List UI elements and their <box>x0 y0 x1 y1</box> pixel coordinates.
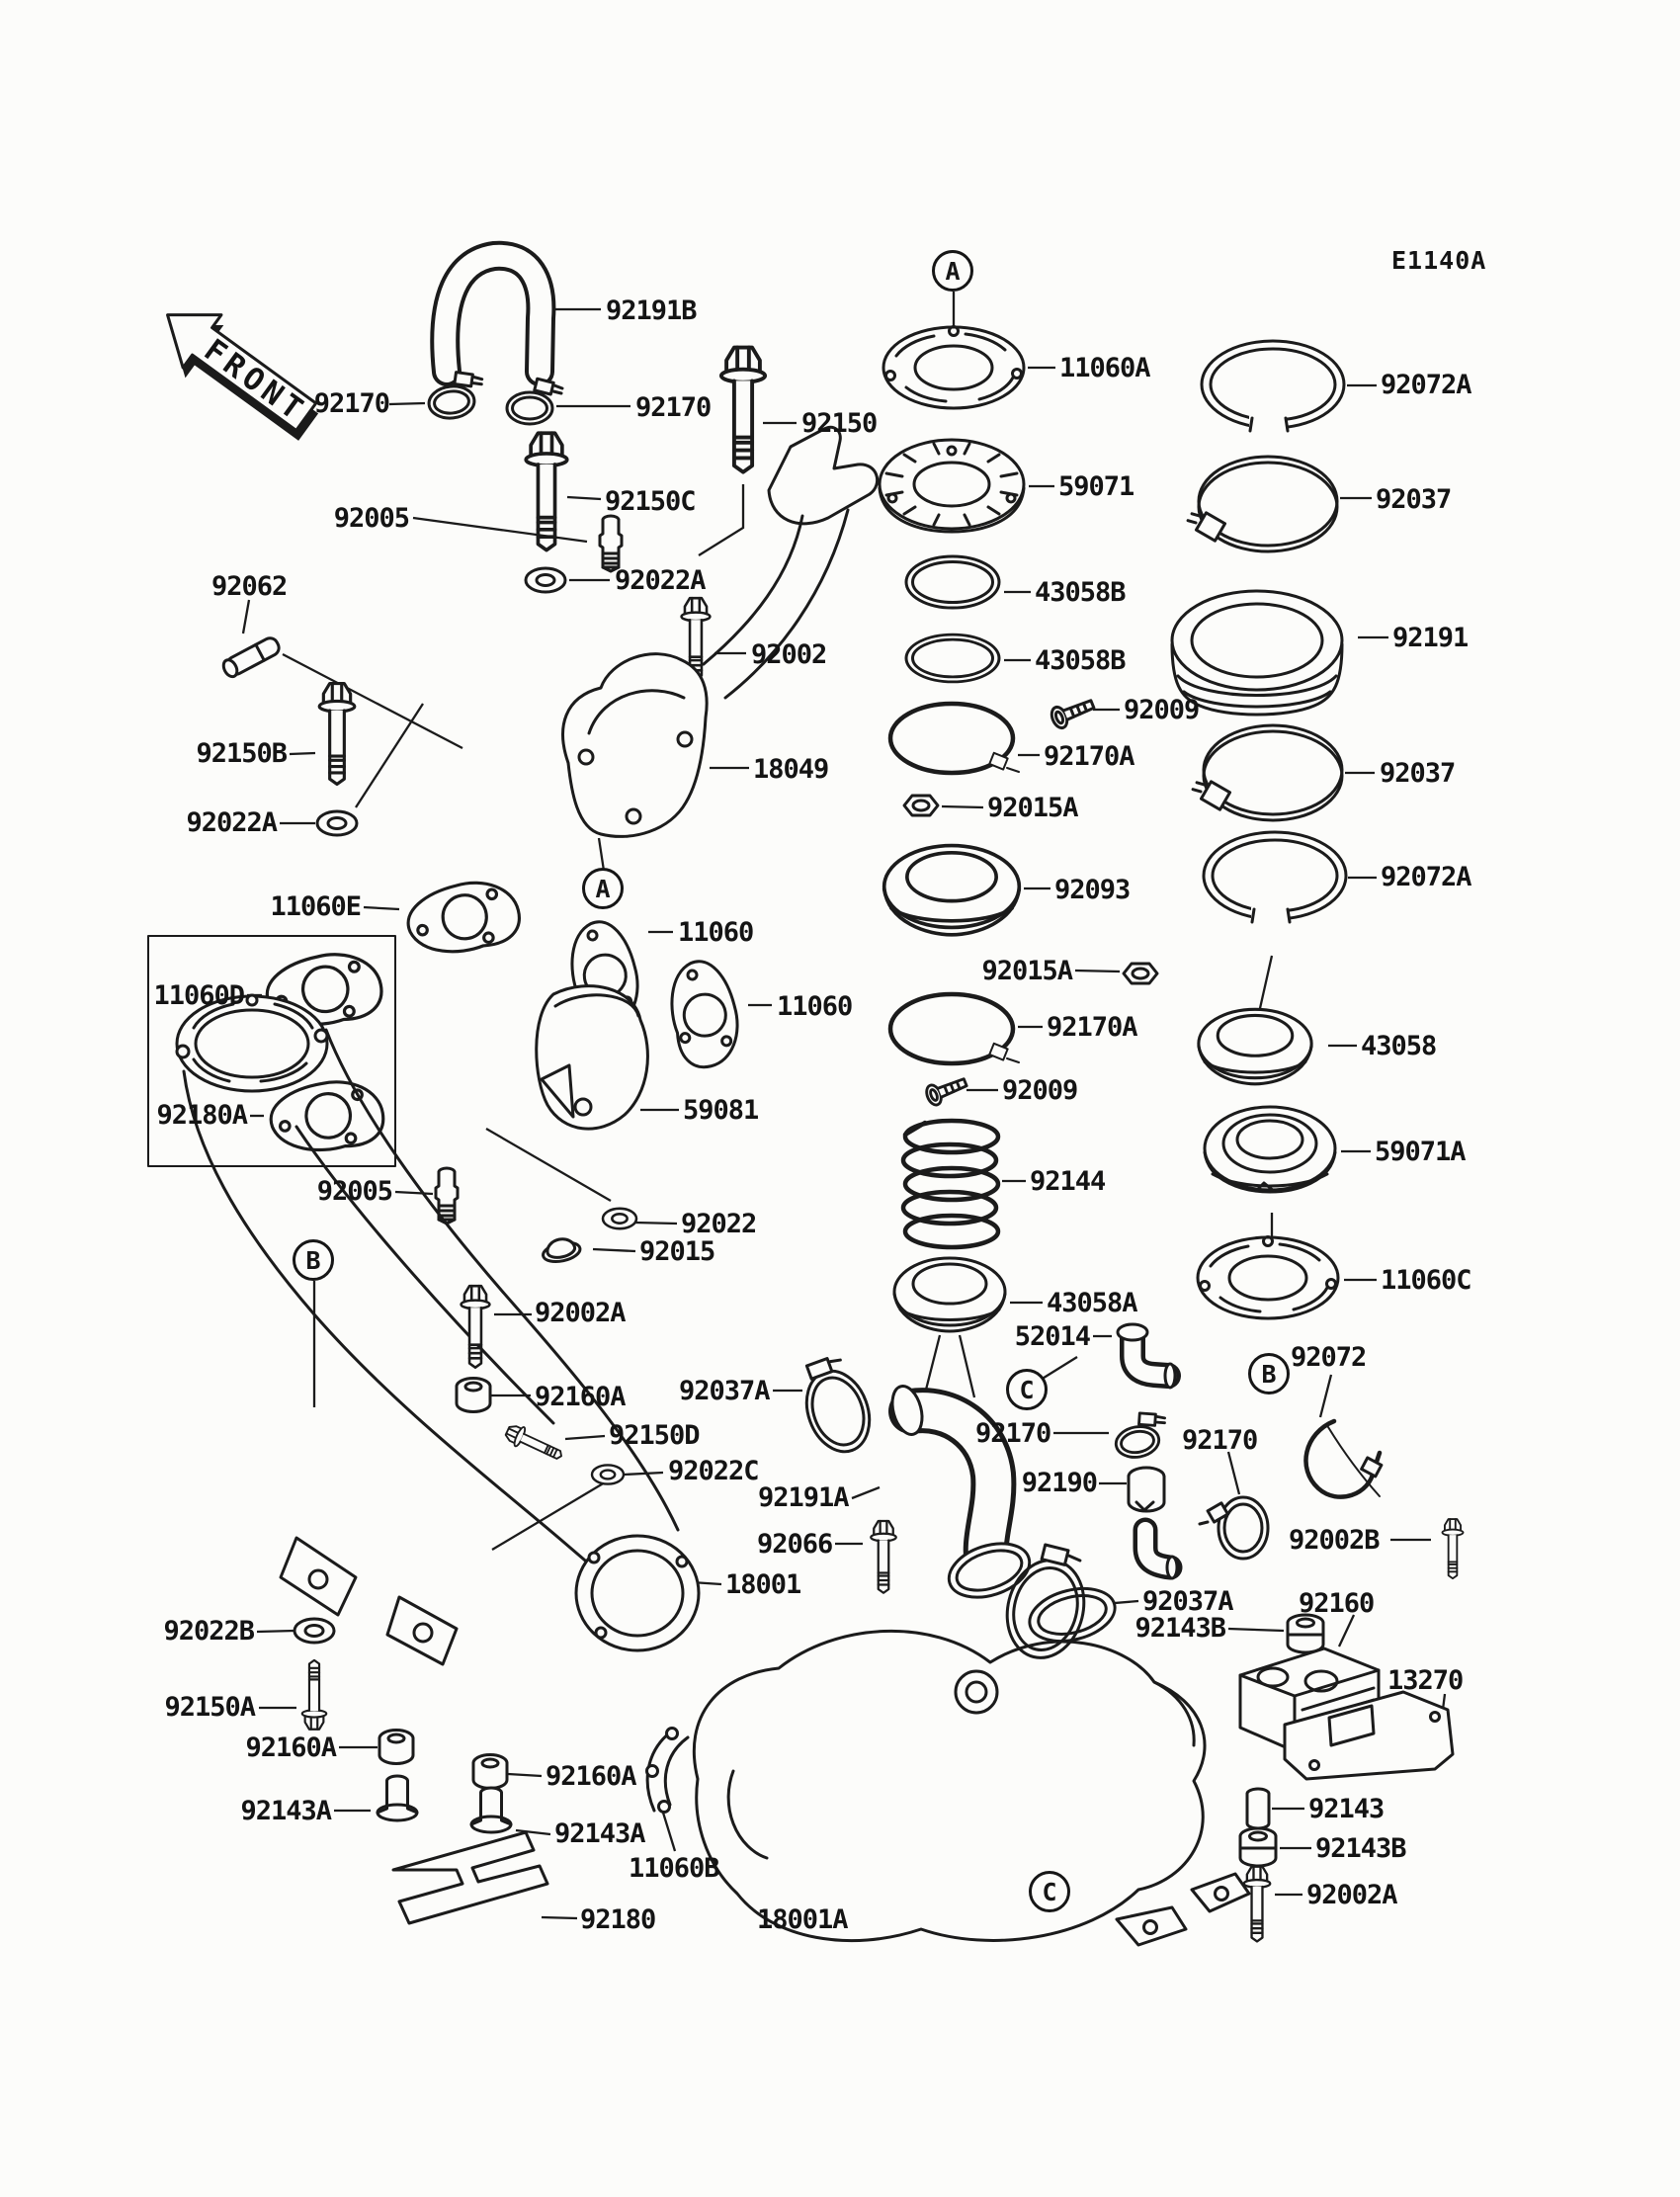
part-drawing-92072a-ring-1 <box>1202 341 1344 434</box>
part-drawing-43058b-ring-1 <box>906 556 999 608</box>
ref-circle-c-5: C <box>1029 1871 1070 1912</box>
part-label-92150-3: 92150 <box>801 408 878 439</box>
part-label-92150a-56: 92150A <box>164 1692 255 1723</box>
part-drawing-92009-screw-1 <box>1049 694 1096 730</box>
part-label-11060a-21: 11060A <box>1059 353 1150 383</box>
part-label-92160a-58: 92160A <box>546 1761 636 1792</box>
part-drawing-92037-clamp-2 <box>1191 725 1342 820</box>
part-drawing-92150a-bolt <box>302 1660 326 1730</box>
part-drawing-92037-clamp-1 <box>1186 457 1337 551</box>
part-label-11060-15: 11060 <box>678 917 754 948</box>
part-label-92150c-4: 92150C <box>605 486 696 517</box>
part-label-92170-35: 92170 <box>975 1418 1051 1449</box>
part-drawing-92191b-hose <box>445 256 541 372</box>
part-label-92143a-59: 92143A <box>240 1796 331 1826</box>
part-label-92066-53: 92066 <box>757 1529 833 1560</box>
part-label-13270-43: 13270 <box>1387 1665 1464 1696</box>
part-drawing-92015-cap <box>541 1235 582 1264</box>
part-label-92160a-57: 92160A <box>245 1732 336 1763</box>
part-label-59081-17: 59081 <box>683 1095 759 1126</box>
part-label-92160-40: 92160 <box>1299 1588 1375 1619</box>
part-label-11060c-71: 11060C <box>1381 1265 1471 1296</box>
part-drawing-92170-clamp-2 <box>507 379 562 424</box>
part-label-92072a-64: 92072A <box>1381 370 1471 400</box>
part-label-92002b-39: 92002B <box>1289 1525 1380 1556</box>
part-drawing-92143-collar <box>1247 1789 1269 1828</box>
part-label-92170a-26: 92170A <box>1044 741 1134 772</box>
part-label-92005-5: 92005 <box>333 503 409 534</box>
part-drawing-92180-bracket <box>393 1832 547 1923</box>
ref-circle-b-2: B <box>293 1239 334 1281</box>
part-label-18049-10: 18049 <box>753 754 829 785</box>
part-drawing-92160a-bushing-3 <box>473 1755 507 1789</box>
part-drawing-92062-pin <box>221 635 282 679</box>
part-drawing-92015a-nut-1 <box>904 796 938 815</box>
part-drawing-92066-bolt <box>871 1521 896 1593</box>
part-drawing-92150d-bolt <box>503 1421 565 1466</box>
ref-circle-b-3: B <box>1248 1353 1290 1394</box>
part-label-92002-8: 92002 <box>751 639 827 670</box>
part-drawing-92143b-damper-1 <box>1288 1615 1323 1652</box>
ref-circle-c-4: C <box>1006 1369 1048 1410</box>
part-label-92037a-51: 92037A <box>679 1376 770 1406</box>
part-label-92022-19: 92022 <box>681 1209 757 1239</box>
part-label-92037-67: 92037 <box>1380 758 1456 789</box>
part-drawing-92022a-washer-1 <box>526 568 565 592</box>
part-drawing-92150b-bolt <box>319 684 355 785</box>
part-drawing-92072-cable-tie <box>1305 1421 1381 1497</box>
diagram-code: E1140A <box>1391 246 1487 275</box>
part-drawing-92005-fitting-1 <box>600 516 622 571</box>
part-drawing-11060c-plate <box>1198 1237 1338 1319</box>
part-label-52014-34: 52014 <box>1014 1321 1090 1352</box>
part-label-92002a-47: 92002A <box>535 1298 626 1328</box>
part-label-92093-28: 92093 <box>1054 875 1131 905</box>
part-drawing-43058b-ring-2 <box>906 634 999 682</box>
part-drawing-92002a-bolt-2 <box>1244 1867 1271 1942</box>
part-drawing-43058a-ring <box>894 1258 1005 1331</box>
part-label-92180a-14: 92180A <box>156 1100 247 1131</box>
part-label-92022a-11: 92022A <box>186 807 277 838</box>
part-drawing-92143b-damper-2 <box>1240 1828 1276 1866</box>
front-arrow-icon <box>143 290 331 454</box>
ref-circle-a-1: A <box>582 868 624 909</box>
part-label-92170a-30: 92170A <box>1047 1012 1137 1043</box>
part-label-92190-37: 92190 <box>1021 1468 1097 1498</box>
part-label-11060-16: 11060 <box>777 991 853 1022</box>
part-drawing-59071-ring <box>880 440 1024 532</box>
part-label-92009-25: 92009 <box>1124 695 1200 725</box>
part-label-11060e-12: 11060E <box>270 891 361 922</box>
part-drawing-92093-ring <box>884 846 1020 935</box>
part-label-92072-38: 92072 <box>1291 1342 1367 1373</box>
part-drawing-59081-manifold <box>537 986 648 1130</box>
part-drawing-92143a-sleeve-1 <box>378 1776 417 1820</box>
part-drawing-92160a-bushing-2 <box>379 1731 413 1764</box>
part-drawing-92002b-bolt <box>1442 1519 1463 1578</box>
part-label-92143b-45: 92143B <box>1315 1833 1406 1864</box>
part-label-43058b-23: 43058B <box>1035 577 1126 608</box>
part-label-11060b-61: 11060B <box>629 1853 719 1884</box>
part-drawing-92009-screw-2 <box>924 1072 969 1107</box>
part-drawing-92170-clamp-4 <box>1200 1497 1268 1559</box>
part-drawing-11060-gasket-2 <box>666 957 743 1070</box>
part-drawing-92180a-gasket <box>269 1079 385 1153</box>
part-drawing-43058-ring <box>1199 1009 1311 1083</box>
part-label-92143a-60: 92143A <box>554 1818 645 1849</box>
part-drawing-92170a-band-2 <box>890 994 1019 1063</box>
part-label-92015a-27: 92015A <box>987 793 1078 823</box>
part-drawing-92015a-nut-2 <box>1124 964 1157 983</box>
part-drawing-92150-bolt <box>721 348 765 472</box>
part-label-92191-66: 92191 <box>1392 623 1469 653</box>
part-label-18001-54: 18001 <box>725 1569 801 1600</box>
part-drawing-92022b-washer <box>294 1619 334 1643</box>
part-label-92150d-49: 92150D <box>609 1420 700 1451</box>
part-label-11060d-13: 11060D <box>153 980 244 1011</box>
part-label-92002a-46: 92002A <box>1306 1880 1397 1910</box>
part-label-92143b-42: 92143B <box>1134 1613 1225 1644</box>
part-label-92022a-7: 92022A <box>615 565 706 596</box>
part-drawing-92143a-sleeve-2 <box>471 1788 511 1832</box>
part-label-43058-69: 43058 <box>1361 1031 1437 1061</box>
part-label-92062-6: 92062 <box>211 571 288 602</box>
part-drawing-92170-clamp-3 <box>1112 1409 1171 1461</box>
part-label-92037a-41: 92037A <box>1142 1586 1233 1617</box>
part-drawing-52014-elbow <box>1118 1324 1175 1388</box>
part-label-92170-36: 92170 <box>1182 1425 1258 1456</box>
ref-circle-a-0: A <box>932 250 973 292</box>
part-label-92160a-48: 92160A <box>535 1382 626 1412</box>
part-label-92037-65: 92037 <box>1376 484 1452 515</box>
part-label-92170-1: 92170 <box>313 388 389 419</box>
part-drawing-92022-washer <box>603 1209 636 1228</box>
part-label-92015-20: 92015 <box>639 1236 715 1267</box>
part-label-92009-31: 92009 <box>1002 1075 1078 1106</box>
part-label-92170-2: 92170 <box>635 392 712 423</box>
part-label-92191a-52: 92191A <box>758 1482 849 1513</box>
part-drawing-92160a-bushing-1 <box>457 1379 490 1412</box>
part-label-92180-62: 92180 <box>580 1904 656 1935</box>
part-drawing-92022c-washer <box>592 1465 624 1483</box>
part-drawing-11060b-gasket <box>647 1729 689 1813</box>
part-drawing-59071a-cup <box>1205 1107 1335 1192</box>
part-label-92144-32: 92144 <box>1030 1166 1106 1197</box>
part-drawing-92022a-washer-2 <box>317 811 357 835</box>
part-drawing-92190-elbow <box>1129 1468 1177 1578</box>
part-drawing-92037a-clamp-1 <box>792 1351 880 1461</box>
part-drawing-92150c-bolt <box>526 433 566 549</box>
part-label-92150b-9: 92150B <box>196 738 287 769</box>
part-label-43058a-33: 43058A <box>1047 1288 1137 1318</box>
part-label-92015a-29: 92015A <box>981 956 1072 986</box>
part-label-59071a-70: 59071A <box>1375 1137 1466 1167</box>
part-drawing-11060a-plate <box>883 327 1024 409</box>
part-label-43058b-24: 43058B <box>1035 645 1126 676</box>
part-drawing-92170a-band-1 <box>890 704 1019 773</box>
part-drawing-92144-spring <box>903 1121 998 1247</box>
part-drawing-92072a-ring-2 <box>1204 832 1346 925</box>
part-label-18001a-63: 18001A <box>757 1904 848 1935</box>
part-label-59071-22: 59071 <box>1058 471 1134 502</box>
part-label-92072a-68: 92072A <box>1381 862 1471 892</box>
part-label-92143-44: 92143 <box>1308 1794 1385 1824</box>
front-arrow-label: FRONT <box>197 332 313 430</box>
part-label-92022c-50: 92022C <box>668 1456 759 1486</box>
part-drawing-11060e-gasket <box>404 877 524 958</box>
part-label-92005-18: 92005 <box>316 1176 392 1207</box>
part-label-92022b-55: 92022B <box>163 1616 254 1647</box>
part-label-92191b-0: 92191B <box>606 296 697 326</box>
